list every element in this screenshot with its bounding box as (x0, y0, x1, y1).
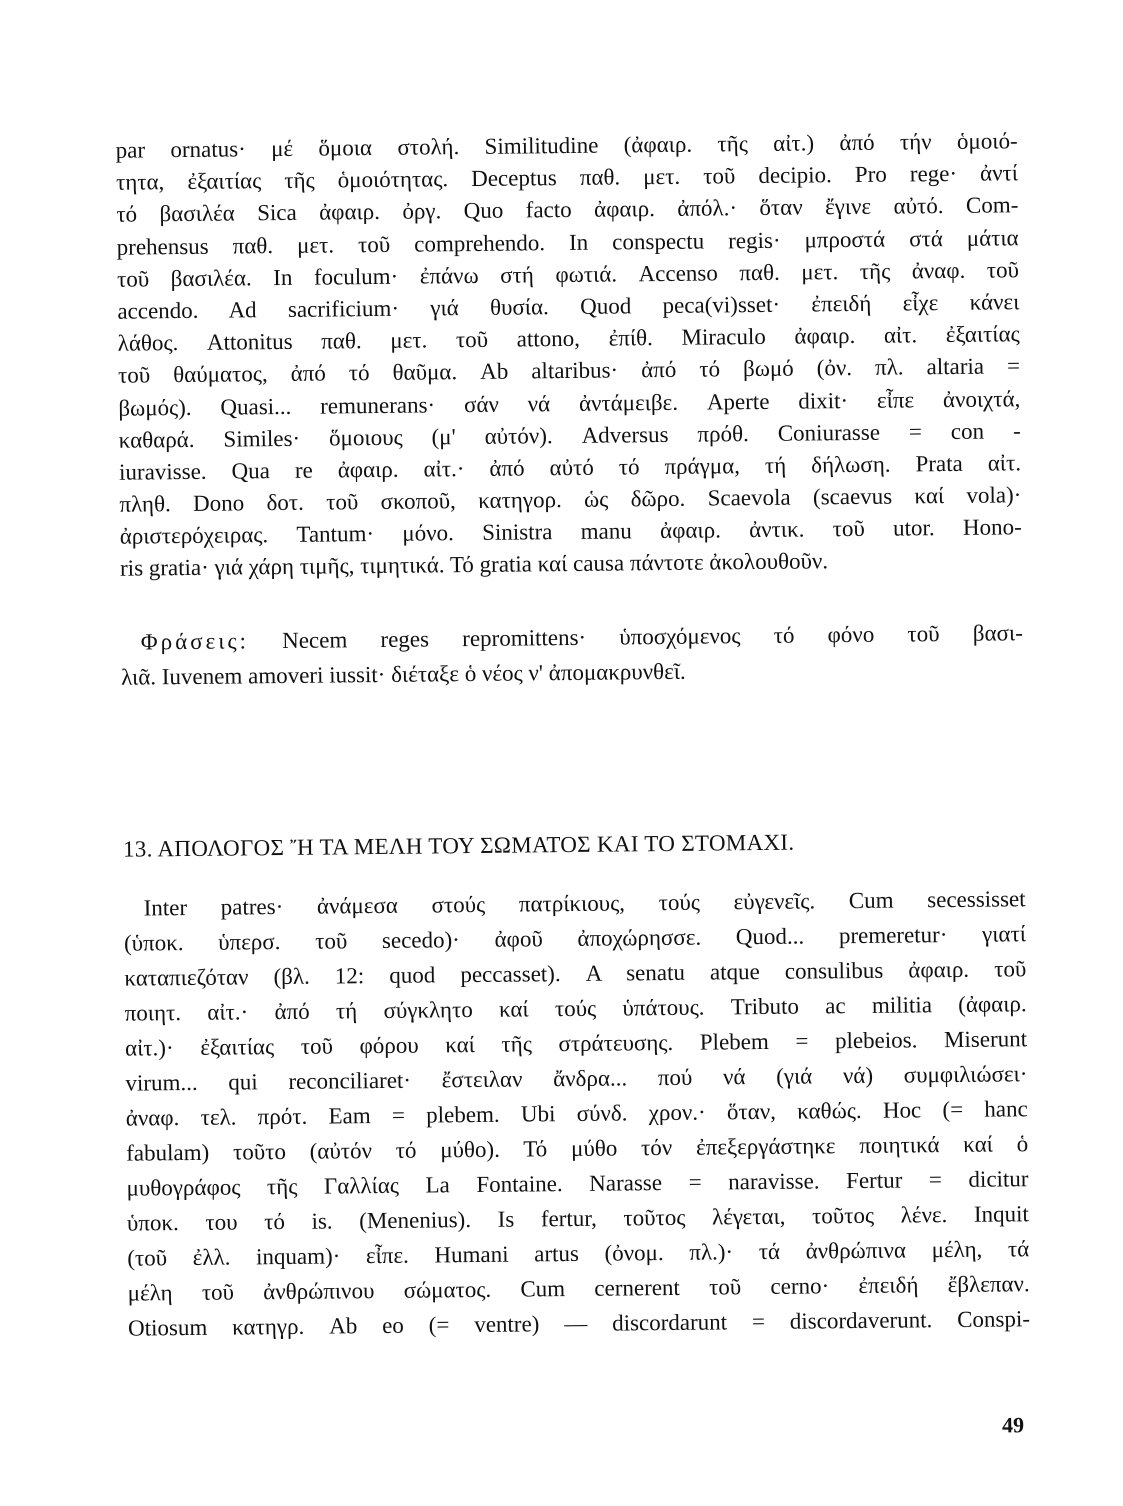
text-line: ποιητ. αἰτ.· ἀπό τή σύγκλητο καί τούς ὑπάτους. Tributo ac militia (ἀφαιρ. (124, 991, 1027, 1026)
text-line: τοῦ θαύματος, ἀπό τό θαῦμα. Ab altaribus· ἀπό τό βωμό (ὀν. πλ. altaria = (117, 353, 1021, 389)
text-line: τοῦ βασιλέα. In foculum· ἐπάνω στή φωτιά. Accenso παθ. μετ. τῆς ἀναφ. τοῦ (116, 257, 1020, 292)
text-line: (ὑποκ. ὑπερσ. τοῦ secedo)· ἀφοῦ ἀποχώρησσε. Quod... premeretur· γιατί (123, 921, 1027, 956)
text-line: καταπιεζόταν (βλ. 12: quod peccasset). A senatu atque consulibus ἀφαιρ. τοῦ (124, 956, 1027, 991)
text-line: ὑποκ. του τό is. (Menenius). Is fertur, τοῦτος λέγεται, τοῦτος λένε. Inquit (126, 1201, 1030, 1236)
text-line: τό βασιλέα Sica ἀφαιρ. ὀργ. Quo facto ἀφαιρ. ἀπόλ.· ὅταν ἔγινε αὐτό. Com- (116, 192, 1019, 228)
text-line: βωμός). Quasi... remunerans· σάν νά ἀντάμειβε. Aperte dixit· εἶπε ἀνοιχτά, (118, 385, 1021, 421)
text-line: τητα, ἐξαιτίας τῆς ὁμοιότητας. Deceptus παθ. μετ. τοῦ decipio. Pro rege· ἀντί (115, 160, 1019, 195)
paragraph-section-notes (123, 881, 1030, 1345)
text-line: ris gratia· γιά χάρη τιμῆς, τιμητικά. Τό gratia καί causa πάντοτε ἀκολουθοῦν. (119, 548, 829, 582)
text-line: ἀναφ. τελ. πρότ. Eam = plebem. Ubi σύνδ. χρον.· ὅταν, καθώς. Hoc (= hanc (125, 1096, 1028, 1131)
text-line: Otiosum κατηγρ. Ab eo (= ventre) — discordarunt = discordaverunt. Conspi- (127, 1306, 1031, 1341)
text-line: μέλη τοῦ ἀνθρώπινου σώματος. Cum cernerent τοῦ cerno· ἐπειδή ἔβλεπαν. (127, 1271, 1030, 1306)
phrases-text: Necem reges repromittens· ὑποσχόμενος τό φόνο τοῦ βασι- (248, 620, 1023, 654)
text-line: par ornatus· μέ ὅμοια στολή. Similitudine (ἀφαιρ. τῆς αἰτ.) ἀπό τήν ὁμοιό- (115, 128, 1018, 163)
text-line: ἀριστερόχειρας. Tantum· μόνο. Sinistra manu ἀφαιρ. ἀντικ. τοῦ utor. Hono- (119, 514, 1022, 549)
text-line: Inter patres· ἀνάμεσα στούς πατρίκιους, τούς εὐγενεῖς. Cum secessisset (143, 886, 1026, 921)
text-line: (τοῦ ἐλλ. inquam)· εἶπε. Humani artus (ὀνομ. πλ.)· τά ἀνθρώπινα μέλη, τά (127, 1236, 1030, 1271)
section-heading: 13. ΑΠΟΛΟΓΟΣ Ἤ ΤΑ ΜΕΛΗ ΤΟΥ ΣΩΜΑΤΟΣ ΚΑΙ ΤΟ ΣΤΟΜΑΧΙ. (122, 829, 795, 862)
text-line: accendo. Ad sacrificium· γιά θυσία. Quod peca(vi)sset· ἐπειδή εἶχε κάνει (117, 289, 1020, 324)
paragraph-vocabulary-notes (116, 125, 1023, 585)
text-line: αἰτ.)· ἐξαιτίας τοῦ φόρου καί τῆς στράτευσης. Plebem = plebeios. Miserunt (124, 1026, 1028, 1061)
text-line: prehensus παθ. μετ. τοῦ comprehendo. In conspectu regis· μπροστά στά μάτια (116, 224, 1019, 260)
text-line: καθαρά. Similes· ὅμοιους (μ' αὐτόν). Adversus πρόθ. Coniurasse = con - (118, 417, 1021, 453)
text-line: fabulam) τοῦτο (αὐτόν τό μύθο). Τό μύθο τόν ἐπεξεργάστηκε ποιητικά καί ὁ (126, 1131, 1029, 1166)
text-line: λάθος. Attonitus παθ. μετ. τοῦ attono, ἐπίθ. Miraculo ἀφαιρ. αἰτ. ἐξαιτίας (117, 321, 1020, 356)
text-line: μυθογράφος τῆς Γαλλίας La Fontaine. Narasse = naravisse. Fertur = dicitur (126, 1166, 1029, 1201)
text-line: iuravisse. Qua re ἀφαιρ. αἰτ.· ἀπό αὐτό τό πράγμα, τή δήλωση. Prata αἰτ. (118, 450, 1022, 485)
paragraph-phrases (121, 615, 1024, 694)
text-line: λιᾶ. Iuvenem amoveri iussit· διέταξε ὁ νέος ν' ἀπομακρυνθεῖ. (121, 658, 686, 690)
text-line: virum... qui reconciliaret· ἔστειλαν ἄνδρα... πού νά (γιά νά) συμφιλιώσει· (125, 1061, 1028, 1096)
page-number: 49 (1001, 1412, 1025, 1438)
phrases-label: Φράσεις: (140, 628, 250, 655)
text-line: πληθ. Dono δοτ. τοῦ σκοποῦ, κατηγορ. ὡς δῶρο. Scaevola (scaevus καί vola)· (119, 482, 1022, 517)
